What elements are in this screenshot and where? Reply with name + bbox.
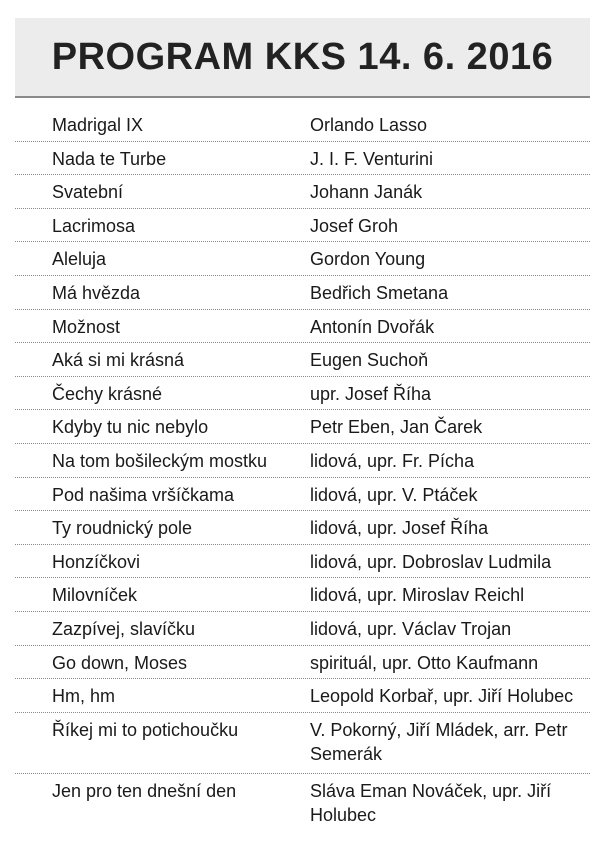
piece-composer: upr. Josef Říha <box>310 383 432 404</box>
piece-composer: Sláva Eman Nováček, upr. Jiří Holubec <box>310 780 552 825</box>
piece-title: Říkej mi to potichoučku <box>52 719 239 740</box>
piece-title: Honzíčkovi <box>52 551 141 572</box>
piece-composer: lidová, upr. Miroslav Reichl <box>310 585 525 606</box>
piece-title: Možnost <box>52 316 121 337</box>
piece-title: Aleluja <box>52 249 107 270</box>
program-row <box>15 377 590 411</box>
program-row <box>15 444 590 478</box>
piece-composer: lidová, upr. Josef Říha <box>310 518 489 539</box>
piece-composer: Orlando Lasso <box>310 115 428 135</box>
program-row <box>15 646 590 680</box>
piece-title: Kdyby tu nic nebylo <box>52 417 209 438</box>
program-row <box>15 545 590 579</box>
program-row <box>15 679 590 713</box>
piece-composer: spirituál, upr. Otto Kaufmann <box>310 652 539 673</box>
program-row <box>15 478 590 512</box>
program-row <box>15 209 590 243</box>
program-row <box>15 410 590 444</box>
program-row <box>15 578 590 612</box>
piece-composer: Leopold Korbař, upr. Jiří Holubec <box>310 686 574 707</box>
page-title: PROGRAM KKS 14. 6. 2016 <box>51 35 554 78</box>
piece-composer: Antonín Dvořák <box>310 316 435 337</box>
piece-title: Na tom bošileckým mostku <box>52 450 268 471</box>
piece-title: Nada te Turbe <box>52 148 167 169</box>
piece-composer: Eugen Suchoň <box>310 350 429 371</box>
piece-composer: Bedřich Smetana <box>310 282 449 303</box>
program-row <box>15 774 590 835</box>
piece-title: Svatební <box>52 182 124 203</box>
piece-composer: lidová, upr. Václav Trojan <box>310 618 512 639</box>
piece-composer: lidová, upr. V. Ptáček <box>310 484 478 505</box>
piece-composer: J. I. F. Venturini <box>310 148 434 169</box>
piece-title: Čechy krásné <box>52 383 163 404</box>
piece-title: Madrigal IX <box>52 115 144 135</box>
piece-composer: lidová, upr. Fr. Pícha <box>310 450 475 471</box>
piece-title: Ty roudnický pole <box>52 518 193 539</box>
piece-composer: Josef Groh <box>310 215 399 236</box>
program-row <box>15 310 590 344</box>
program-row <box>15 175 590 209</box>
program-row <box>15 713 590 774</box>
piece-title: Pod našima vršíčkama <box>52 484 235 505</box>
program-row <box>15 142 590 176</box>
piece-title: Jen pro ten dnešní den <box>52 780 237 801</box>
piece-title: Hm, hm <box>52 686 115 707</box>
program-row <box>15 276 590 310</box>
piece-composer: Petr Eben, Jan Čarek <box>310 417 483 438</box>
piece-title: Aká si mi krásná <box>52 350 185 371</box>
piece-title: Go down, Moses <box>52 652 188 673</box>
piece-title: Milovníček <box>52 585 138 606</box>
header-banner <box>15 18 590 98</box>
piece-composer: lidová, upr. Dobroslav Ludmila <box>310 551 552 572</box>
piece-title: Lacrimosa <box>52 215 136 236</box>
program-list <box>15 108 590 835</box>
piece-composer: Gordon Young <box>310 249 426 270</box>
program-row <box>15 612 590 646</box>
piece-composer: Johann Janák <box>310 182 423 203</box>
program-row <box>15 343 590 377</box>
piece-title: Zazpívej, slavíčku <box>52 618 196 639</box>
program-row <box>15 511 590 545</box>
program-row <box>15 108 590 142</box>
program-row <box>15 242 590 276</box>
piece-composer: V. Pokorný, Jiří Mládek, arr. Petr Semerák <box>310 719 568 764</box>
piece-title: Má hvězda <box>52 282 141 303</box>
